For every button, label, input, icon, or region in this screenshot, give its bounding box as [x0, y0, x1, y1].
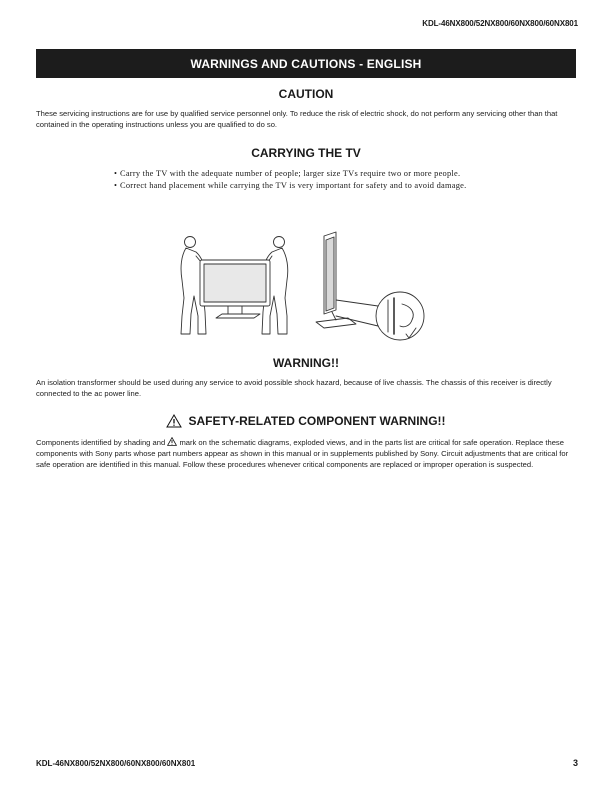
caution-text: These servicing instructions are for use by qualified service personnel only. To reduce the risk of electric shock, do not perform any servicing other than that contained in the operating instructions unless you are qualified to do so. [36, 109, 558, 129]
carrying-tv-illustration [176, 228, 438, 348]
detail-zoom-circle [336, 292, 424, 340]
safety-heading-row [36, 414, 576, 428]
tv-side-view [316, 232, 356, 328]
section-banner [36, 49, 576, 78]
carrying-heading: CARRYING THE TV [251, 146, 361, 160]
warning-triangle-icon [167, 437, 177, 446]
warning-triangle-icon [166, 414, 182, 428]
list-item: • Carry the TV with the adequate number of people; larger size TVs require two or more people. [114, 169, 461, 178]
safety-text: Components identified by shading and mark on the schematic diagrams, exploded views, and in the parts list are critical for safe operation. Replace these components with Sony parts whose part numbers appear as shown in this manual or in supplements published by Sony. Circuit adjustments that are critical for safe operation are identified in this manual. Follow these procedures whenever critical components are replaced or improper operation is suspected. [36, 438, 569, 469]
page-number: 3 [572, 758, 578, 768]
warning-heading: WARNING!! [273, 356, 339, 370]
warning-text: An isolation transformer should be used during any service to avoid possible shock hazard, because of live chassis. The chassis of this receiver is directly connected to the ac power line. [36, 378, 552, 398]
caution-heading: CAUTION [278, 87, 334, 101]
list-item: • Correct hand placement while carrying the TV is very important for safety and to avoid damage. [114, 180, 467, 190]
safety-heading: SAFETY-RELATED COMPONENT WARNING!! [188, 414, 446, 428]
carrying-bullet-list [114, 168, 504, 191]
header-model-number: KDL-46NX800/52NX800/60NX800/60NX801 [422, 19, 578, 28]
footer-model-number: KDL-46NX800/52NX800/60NX800/60NX801 [36, 759, 196, 768]
tv-front-view [200, 260, 270, 318]
banner-title: WARNINGS AND CAUTIONS - ENGLISH [190, 56, 422, 71]
